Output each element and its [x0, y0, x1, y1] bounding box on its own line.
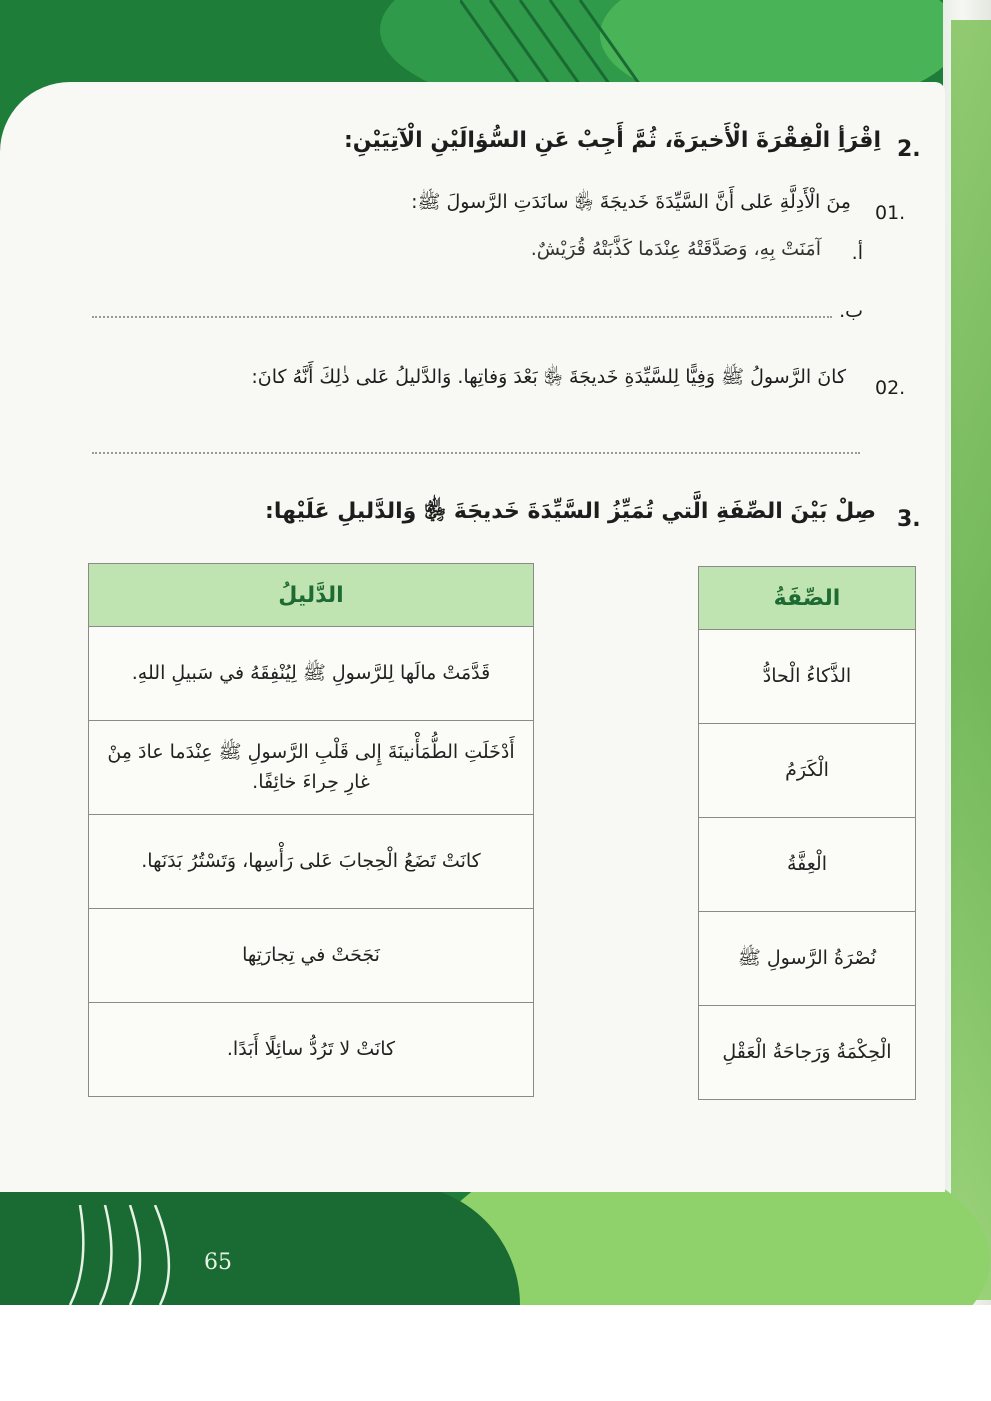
trait-cell-2: الْكَرَمُ: [699, 724, 916, 818]
book-spine-green: [951, 20, 991, 1300]
answer-a-label: أ.: [851, 242, 863, 264]
trait-cell-3: الْعِفَّةُ: [699, 818, 916, 912]
page-number: 65: [204, 1250, 232, 1275]
proof-cell-1: قَدَّمَتْ مالَها لِلرَّسولِ ﷺ لِيُنْفِقَهُ في سَبيلِ اللهِ.: [89, 627, 534, 721]
answer-2-2-line[interactable]: [92, 452, 860, 454]
trait-header: الصِّفَةُ: [699, 567, 916, 630]
proof-table: [88, 563, 534, 1097]
question-2-2-number: 02.: [875, 377, 906, 399]
trait-cell-1: الذَّكاءُ الْحادُّ: [699, 630, 916, 724]
trait-cell-5: الْحِكْمَةُ وَرَجاحَةُ الْعَقْلِ: [699, 1006, 916, 1100]
bottom-stripe-decoration: [60, 1205, 280, 1305]
answer-a-text: آمَنَتْ بِهِ، وَصَدَّقَتْهُ عِنْدَما كَذَّبَتْهُ قُرَيْشٌ.: [530, 238, 821, 260]
proof-cell-2: أَدْخَلَتِ الطُّمَأْنينَةَ إِلى قَلْبِ الرَّسولِ ﷺ عِنْدَما عادَ مِنْ غارِ حِراءَ خائِفًا.: [89, 721, 534, 815]
proof-header: الدَّليلُ: [89, 564, 534, 627]
proof-cell-5: كانَتْ لا تَرُدُّ سائِلًا أَبَدًا.: [89, 1003, 534, 1097]
question-2-1-text: مِنَ الْأَدِلَّةِ عَلى أَنَّ السَّيِّدَةَ خَديجَةَ ﵂ سانَدَتِ الرَّسولَ ﷺ:: [411, 191, 851, 213]
stripe-decoration: [460, 0, 760, 90]
question-2-text: اِقْرَأِ الْفِقْرَةَ الْأَخيرَةَ، ثُمَّ أَجِبْ عَنِ السُّؤالَيْنِ الْآتِيَيْنِ:: [343, 128, 881, 153]
answer-b-label: ب.: [839, 300, 863, 322]
trait-cell-4: نُصْرَةُ الرَّسولِ ﷺ: [699, 912, 916, 1006]
question-2-2-text: كانَ الرَّسولُ ﷺ وَفِيًّا لِلسَّيِّدَةِ خَديجَةَ ﵂ بَعْدَ وَفاتِها. وَالدَّليلُ عَلى ذٰلِكَ أَنَّهُ كانَ:: [251, 366, 846, 388]
question-3-number: 3.: [897, 507, 921, 532]
proof-cell-3: كانَتْ تَضَعُ الْحِجابَ عَلى رَأْسِها، وَتَسْتُرُ بَدَنَها.: [89, 815, 534, 909]
question-2-1-number: 01.: [875, 202, 906, 224]
trait-table: [698, 566, 916, 1100]
answer-b-line[interactable]: [92, 316, 832, 318]
proof-cell-4: نَجَحَتْ في تِجارَتِها: [89, 909, 534, 1003]
question-2-number: 2.: [897, 137, 921, 162]
question-3-text: صِلْ بَيْنَ الصِّفَةِ الَّتي تُمَيِّزُ السَّيِّدَةَ خَديجَةَ ﵂ وَالدَّليلِ عَلَيْها:: [265, 499, 876, 524]
